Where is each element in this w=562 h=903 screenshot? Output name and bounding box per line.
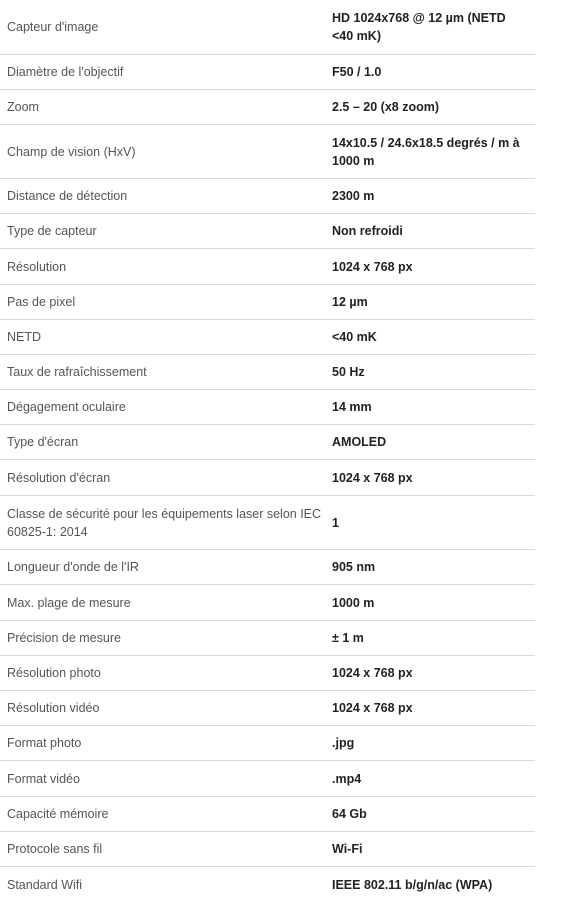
spec-row: [0, 832, 535, 867]
spec-value: 12 µm: [332, 295, 368, 309]
spec-label: Pas de pixel: [7, 295, 76, 309]
spec-row: [0, 249, 535, 285]
spec-label: Longueur d'onde de l'IR: [7, 560, 139, 574]
spec-row: [0, 214, 535, 249]
spec-value: AMOLED: [332, 435, 387, 449]
spec-value: Wi-Fi: [332, 842, 363, 856]
spec-row: [0, 550, 535, 585]
spec-value: ± 1 m: [332, 631, 364, 645]
spec-row: [0, 761, 535, 797]
spec-row: [0, 425, 535, 460]
spec-label: Protocole sans fil: [7, 842, 103, 856]
spec-label: Champ de vision (HxV): [7, 144, 136, 159]
spec-value: 1024 x 768 px: [332, 259, 413, 274]
spec-row: [0, 867, 535, 903]
spec-row: [0, 621, 535, 656]
spec-value: .jpg: [332, 736, 355, 750]
spec-value: 1024 x 768 px: [332, 666, 413, 680]
spec-row: [0, 320, 535, 355]
spec-label: Distance de détection: [7, 189, 128, 203]
spec-row: [0, 585, 535, 621]
spec-label: NETD: [7, 330, 42, 344]
spec-value: 14x10.5 / 24.6x18.5 degrés / m à 1000 m: [332, 135, 520, 168]
spec-label: Type d'écran: [7, 435, 79, 449]
spec-value: 1: [332, 515, 339, 530]
spec-row: [0, 656, 535, 691]
spec-label: Résolution: [7, 259, 67, 274]
spec-value: <40 mK: [332, 330, 377, 344]
spec-row: [0, 90, 535, 125]
spec-label: Diamètre de l'objectif: [7, 65, 124, 79]
spec-label: Taux de rafraîchissement: [7, 365, 147, 379]
spec-row: [0, 691, 535, 726]
spec-row: [0, 460, 535, 496]
spec-label: Dégagement oculaire: [7, 400, 126, 414]
spec-value: 1000 m: [332, 595, 375, 610]
spec-label: Classe de sécurité pour les équipements laser selon IEC 60825-1: 2014: [7, 506, 322, 539]
spec-label: Max. plage de mesure: [7, 595, 131, 610]
spec-value: 905 nm: [332, 560, 376, 574]
spec-row: [0, 496, 535, 550]
spec-value: 1024 x 768 px: [332, 470, 413, 485]
spec-label: Standard Wifi: [7, 878, 83, 892]
spec-value: .mp4: [332, 771, 362, 786]
spec-row: [0, 285, 535, 320]
spec-label: Format photo: [7, 736, 82, 750]
spec-value: IEEE 802.11 b/g/n/ac (WPA): [332, 878, 493, 892]
spec-label: Capteur d'image: [7, 20, 99, 34]
spec-row: [0, 355, 535, 390]
spec-label: Résolution d'écran: [7, 470, 111, 485]
spec-label: Résolution photo: [7, 666, 101, 680]
spec-row: [0, 726, 535, 761]
spec-value: Non refroidi: [332, 224, 403, 238]
spec-label: Précision de mesure: [7, 631, 121, 645]
spec-row: [0, 125, 535, 179]
spec-label: Capacité mémoire: [7, 807, 109, 821]
spec-value: 2300 m: [332, 189, 375, 203]
spec-row: [0, 55, 535, 90]
spec-value: 14 mm: [332, 400, 372, 414]
spec-value: 50 Hz: [332, 365, 365, 379]
spec-label: Format vidéo: [7, 771, 80, 786]
spec-label: Type de capteur: [7, 224, 97, 238]
spec-row: [0, 797, 535, 832]
spec-value: HD 1024x768 @ 12 µm (NETD <40 mK): [332, 11, 506, 43]
spec-row: [0, 390, 535, 425]
spec-value: F50 / 1.0: [332, 65, 382, 79]
spec-row: [0, 179, 535, 214]
spec-value: 2.5 – 20 (x8 zoom): [332, 100, 439, 114]
spec-value: 1024 x 768 px: [332, 701, 413, 715]
spec-label: Résolution vidéo: [7, 701, 100, 715]
spec-row: [0, 0, 535, 55]
spec-label: Zoom: [7, 100, 39, 114]
spec-value: 64 Gb: [332, 807, 367, 821]
